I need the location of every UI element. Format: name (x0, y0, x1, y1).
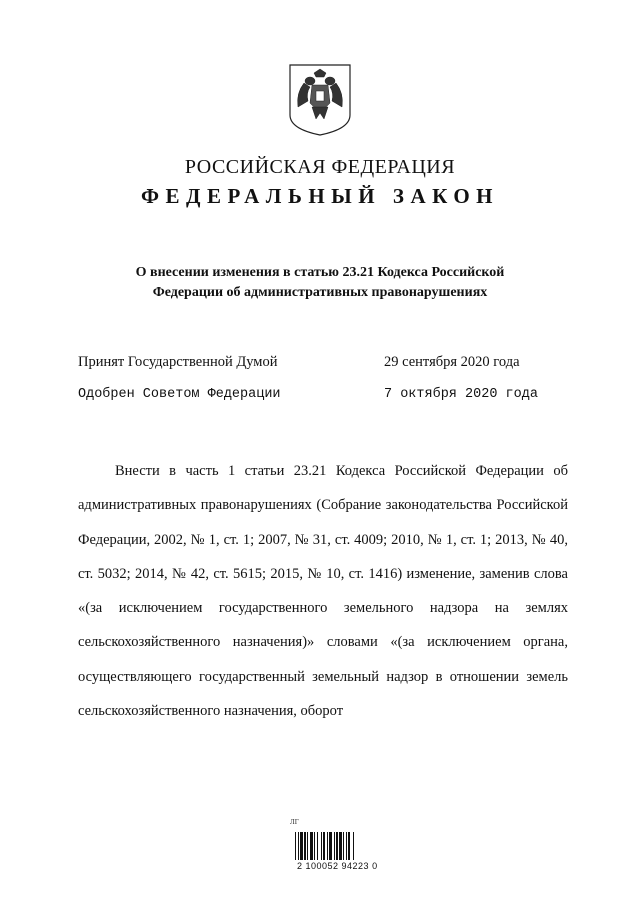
document-type-title: ФЕДЕРАЛЬНЫЙ ЗАКОН (141, 184, 499, 208)
adoption-date: 29 сентября 2020 года (384, 354, 520, 370)
barcode-mark: ЛГ (290, 818, 299, 826)
adoption-label: Принят Государственной Думой (78, 354, 278, 370)
adoption-date: 7 октября 2020 года (384, 387, 538, 402)
adoption-label: Одобрен Советом Федерации (78, 387, 281, 402)
law-subject-line: Федерации об административных правонарушениях (152, 285, 488, 300)
law-subject (80, 263, 560, 303)
law-subject-line: О внесении изменения в статью 23.21 Кодекса Российской (135, 265, 505, 280)
coat-of-arms-icon (288, 63, 352, 137)
country-title: РОССИЙСКАЯ ФЕДЕРАЦИЯ (184, 156, 456, 178)
law-body-paragraph: Внести в часть 1 статьи 23.21 Кодекса Российской Федерации об административных правонарушениях (Собрание законодательства Российской Федерации, 2002, № 1, ст. 1; 2007, № 31, ст. 4009; 2010, № 1, ст. 1; 2013, № 40, ст. 5032; 2014, № 42, ст. 5615; 2015, № 10, ст. 1416) изменение, заменив слова «(за исключением государственного земельного надзора на землях сельскохозяйственного назначения)» словами «(за исключением органа, осуществляющего государственный земельный надзор в отношении земель сельскохозяйственного назначения, оборот (78, 463, 568, 720)
barcode-number: 2 100052 94223 0 (297, 861, 378, 871)
